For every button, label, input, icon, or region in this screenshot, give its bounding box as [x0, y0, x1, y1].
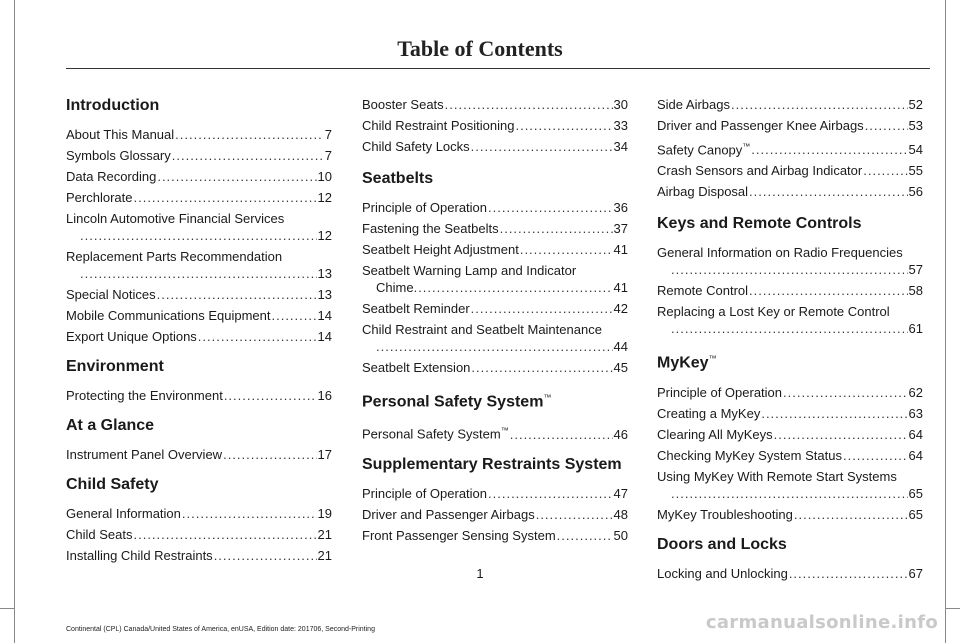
toc-entry-line	[66, 210, 332, 227]
dot-leader	[224, 387, 317, 404]
dot-leader	[414, 279, 613, 296]
toc-page-number: 41	[613, 280, 628, 295]
toc-entry-text: Special Notices	[66, 287, 156, 302]
trademark-symbol: ™	[543, 393, 552, 402]
dot-leader	[80, 265, 317, 282]
toc-entry-line	[657, 320, 923, 337]
toc-entry-title	[657, 426, 773, 443]
section-heading	[66, 475, 332, 495]
toc-entry-title	[657, 282, 748, 299]
toc-entry-title	[657, 138, 750, 158]
toc-page-number: 64	[908, 447, 923, 463]
toc-entry-title	[657, 245, 903, 260]
toc-entry-line	[362, 321, 628, 338]
toc-entry[interactable]	[657, 96, 923, 113]
toc-entry[interactable]	[362, 117, 628, 134]
toc-entry[interactable]	[362, 262, 628, 296]
toc-entry-text: Symbols Glossary	[66, 148, 171, 163]
toc-entry-text: Safety Canopy	[657, 142, 743, 158]
toc-section	[657, 349, 923, 522]
dot-leader	[182, 505, 317, 522]
toc-entry-line	[362, 262, 628, 279]
trademark-symbol: ™	[742, 142, 751, 151]
toc-entry-text: Perchlorate	[66, 190, 133, 205]
toc-entry-title	[362, 322, 602, 337]
dot-leader	[761, 405, 907, 422]
toc-entry-title	[66, 211, 284, 226]
dot-leader	[510, 426, 613, 443]
toc-page-number: 13	[317, 287, 332, 302]
toc-entry-text: Instrument Panel Overview	[66, 447, 223, 462]
toc-entry-title	[66, 307, 270, 324]
dot-leader	[749, 183, 907, 200]
toc-page-number: 45	[613, 360, 628, 375]
dot-leader	[157, 286, 317, 303]
toc-entry-text: Protecting the Environment	[66, 388, 223, 403]
toc-entry[interactable]	[66, 505, 332, 522]
toc-page-number: 7	[324, 148, 332, 163]
toc-page-number: 65	[908, 485, 923, 501]
toc-page-number: 63	[908, 405, 923, 421]
toc-entry[interactable]	[657, 426, 923, 443]
toc-entry-title	[66, 147, 171, 164]
toc-entry-title	[362, 359, 470, 376]
toc-entry[interactable]	[66, 328, 332, 345]
toc-entry[interactable]	[657, 183, 923, 200]
dot-leader	[471, 300, 613, 317]
toc-entry-title	[657, 384, 782, 401]
toc-entry-text: Fastening the Seatbelts	[362, 221, 499, 236]
toc-entry-text: Principle of Operation	[657, 384, 783, 400]
toc-entry-title	[66, 505, 181, 522]
toc-entry-continuation: Chime	[376, 280, 414, 295]
toc-page-number: 47	[613, 485, 628, 501]
toc-entry-title	[66, 526, 132, 543]
toc-page-number: 58	[908, 283, 923, 299]
toc-entry[interactable]	[362, 506, 628, 523]
toc-page-number: 55	[908, 163, 923, 179]
section-heading-text: Supplementary Restraints System	[362, 455, 622, 473]
toc-page-number: 41	[613, 242, 628, 257]
toc-entry[interactable]	[657, 162, 923, 179]
toc-entry[interactable]	[657, 405, 923, 422]
toc-section	[362, 455, 628, 544]
toc-entry-title	[657, 117, 864, 134]
section-heading	[657, 214, 923, 234]
toc-page-number: 16	[317, 388, 332, 403]
toc-entry-text: Mobile Communications Equipment	[66, 308, 271, 323]
section-heading-text: At a Glance	[66, 417, 155, 434]
dot-leader	[214, 547, 317, 564]
toc-entry-text: Airbag Disposal	[657, 184, 749, 200]
toc-entry-line	[657, 261, 923, 278]
toc-entry-title	[362, 96, 444, 113]
toc-entry-text: Data Recording	[66, 169, 157, 184]
toc-page-number: 17	[317, 447, 332, 462]
toc-entry[interactable]	[362, 300, 628, 317]
dot-leader	[557, 527, 613, 544]
section-heading-text: Child Safety	[66, 476, 159, 493]
toc-page-number: 54	[908, 142, 923, 158]
toc-entry-text: Checking MyKey System Status	[657, 447, 842, 463]
toc-entry-text: Personal Safety System	[362, 426, 501, 442]
toc-entry[interactable]	[362, 359, 628, 376]
toc-entry-title	[657, 447, 842, 464]
dot-leader	[445, 96, 613, 113]
toc-entry[interactable]	[362, 138, 628, 155]
dot-leader	[520, 241, 613, 258]
toc-entry-title	[362, 485, 487, 502]
section-heading-text: Environment	[66, 358, 164, 375]
section-heading	[66, 357, 332, 377]
toc-entry-text: Principle of Operation	[362, 200, 488, 215]
toc-page-number: 33	[613, 118, 628, 133]
toc-entry-title	[362, 263, 576, 278]
page-frame-right	[945, 0, 946, 643]
toc-entry[interactable]	[362, 321, 628, 355]
toc-page-number: 44	[613, 339, 628, 354]
toc-entry-line	[657, 468, 923, 485]
toc-entry-text: Side Airbags	[657, 97, 730, 112]
toc-page-number: 61	[908, 321, 923, 337]
toc-entry[interactable]	[657, 468, 923, 502]
toc-entry-list	[66, 505, 332, 564]
dot-leader	[157, 168, 316, 185]
toc-entry-list	[66, 387, 332, 404]
section-heading-text: MyKey	[657, 354, 709, 372]
section-heading-text: Keys and Remote Controls	[657, 215, 862, 233]
toc-entry-text: Child Restraint Positioning	[362, 118, 515, 133]
toc-entry-text: Child Seats	[66, 527, 133, 542]
toc-entry[interactable]	[66, 147, 332, 164]
toc-entry-title	[362, 527, 556, 544]
toc-section	[66, 357, 332, 404]
toc-entry-list	[66, 446, 332, 463]
toc-page-number: 13	[317, 266, 332, 281]
toc-section	[657, 214, 923, 337]
dot-leader	[731, 96, 908, 113]
toc-entry-title	[657, 506, 793, 523]
toc-entry[interactable]	[66, 387, 332, 404]
dot-leader	[863, 162, 907, 179]
dot-leader	[488, 199, 613, 216]
toc-entry-title	[657, 183, 748, 200]
toc-section	[362, 96, 628, 155]
toc-entry-title	[657, 469, 897, 484]
dot-leader	[751, 141, 907, 158]
dot-leader	[80, 227, 317, 244]
toc-entry-title	[362, 422, 509, 442]
toc-page-number: 21	[317, 527, 332, 542]
toc-entry-title	[66, 286, 156, 303]
dot-leader	[376, 338, 613, 355]
toc-entry[interactable]	[657, 117, 923, 134]
section-heading	[362, 388, 628, 412]
dot-leader	[794, 506, 908, 523]
toc-page-number: 10	[317, 169, 332, 184]
toc-section	[657, 96, 923, 200]
toc-page-number: 65	[908, 506, 923, 522]
toc-entry-title	[66, 126, 174, 143]
page-title: Table of Contents	[397, 36, 563, 61]
toc-entry[interactable]	[66, 547, 332, 564]
page-frame-corner-right	[946, 608, 960, 609]
toc-page-number: 21	[317, 548, 332, 563]
dot-leader	[471, 359, 612, 376]
toc-column-1	[66, 96, 332, 576]
trademark-symbol: ™	[708, 354, 717, 364]
toc-page-number: 7	[324, 127, 332, 142]
toc-entry-list	[362, 96, 628, 155]
toc-entry-line	[657, 485, 923, 502]
toc-entry[interactable]	[66, 286, 332, 303]
toc-entry-text: Seatbelt Reminder	[362, 301, 470, 316]
section-heading	[362, 455, 628, 475]
toc-entry-text: Creating a MyKey	[657, 405, 761, 421]
toc-entry-line	[66, 248, 332, 265]
toc-entry-title	[362, 199, 487, 216]
toc-entry-title	[362, 138, 470, 155]
toc-page-number: 12	[317, 228, 332, 243]
section-heading	[66, 96, 332, 116]
toc-entry-title	[362, 220, 499, 237]
toc-entry[interactable]	[362, 485, 628, 502]
dot-leader	[271, 307, 316, 324]
dot-leader	[175, 126, 324, 143]
toc-entry-title	[657, 304, 890, 319]
toc-entry[interactable]	[362, 241, 628, 258]
dot-leader	[749, 282, 907, 299]
toc-page-number: 62	[908, 384, 923, 400]
dot-leader	[843, 447, 908, 464]
toc-section	[66, 416, 332, 463]
toc-entry-title	[362, 241, 519, 258]
section-heading-text: Personal Safety System	[362, 393, 544, 411]
toc-entry-list	[657, 384, 923, 523]
toc-entry[interactable]	[362, 422, 628, 442]
toc-page-number: 34	[613, 139, 628, 154]
dot-leader	[783, 384, 908, 401]
toc-page-number: 48	[613, 506, 628, 522]
trademark-symbol: ™	[500, 426, 509, 436]
toc-entry-list	[657, 244, 923, 337]
toc-entry-title	[657, 162, 862, 179]
toc-entry-text: Booster Seats	[362, 97, 444, 112]
toc-entry[interactable]	[66, 526, 332, 543]
toc-entry-text: Clearing All MyKeys	[657, 426, 773, 442]
toc-entry-list	[362, 485, 628, 544]
toc-entry[interactable]	[362, 199, 628, 216]
edition-footer: Continental (CPL) Canada/United States of America, enUSA, Edition date: 201706, Second-Printing	[66, 626, 375, 633]
toc-entry-line	[657, 244, 923, 261]
toc-page-number: 14	[317, 329, 332, 344]
dot-leader	[671, 261, 908, 278]
page-frame-corner-left	[0, 608, 14, 609]
toc-entry-title	[66, 446, 222, 463]
dot-leader	[488, 485, 613, 502]
toc-column-3	[657, 96, 923, 594]
dot-leader	[774, 426, 908, 443]
section-heading	[657, 349, 923, 373]
toc-page-number: 14	[317, 308, 332, 323]
toc-entry-line	[362, 279, 628, 296]
toc-entry-line	[66, 265, 332, 282]
toc-entry-text: Child Safety Locks	[362, 139, 470, 154]
toc-page-number: 56	[908, 184, 923, 200]
toc-entry[interactable]	[657, 506, 923, 523]
toc-entry-text: Crash Sensors and Airbag Indicator	[657, 163, 863, 179]
toc-entry-text: Seatbelt Extension	[362, 360, 471, 375]
toc-entry-text: Lincoln Automotive Financial Services	[66, 211, 285, 226]
toc-section	[66, 96, 332, 345]
dot-leader	[536, 506, 613, 523]
watermark-logo: carmanualsonline.info	[705, 612, 938, 633]
toc-entry-title	[66, 547, 213, 564]
toc-entry-list	[362, 422, 628, 442]
toc-entry-text: MyKey Troubleshooting	[657, 506, 793, 522]
dot-leader	[515, 117, 612, 134]
toc-entry-list	[362, 199, 628, 376]
toc-page-number: 57	[908, 262, 923, 278]
dot-leader	[223, 446, 316, 463]
toc-entry-text: Seatbelt Height Adjustment	[362, 242, 519, 257]
section-heading-text: Doors and Locks	[657, 535, 787, 553]
toc-entry[interactable]	[362, 220, 628, 237]
toc-section	[362, 169, 628, 376]
dot-leader	[865, 117, 908, 134]
toc-page-number: 36	[613, 200, 628, 215]
toc-entry-title	[657, 96, 730, 113]
section-heading-text: Introduction	[66, 97, 160, 114]
dot-leader	[671, 320, 908, 337]
dot-leader	[172, 147, 324, 164]
section-heading	[657, 535, 923, 555]
toc-page-number: 53	[908, 118, 923, 133]
toc-entry-title	[657, 405, 760, 422]
toc-entry-line	[657, 303, 923, 320]
toc-page-number: 37	[613, 221, 628, 236]
toc-entry[interactable]	[66, 307, 332, 324]
toc-entry-text: General Information	[66, 506, 181, 521]
toc-entry[interactable]	[66, 168, 332, 185]
toc-entry[interactable]	[66, 126, 332, 143]
toc-entry-title	[66, 387, 223, 404]
toc-page-number: 19	[317, 506, 332, 521]
toc-page-number: 30	[613, 97, 628, 112]
page-frame-left	[14, 0, 15, 643]
toc-entry-title	[66, 328, 197, 345]
toc-entry-list	[66, 126, 332, 345]
toc-entry-list	[657, 96, 923, 200]
toc-entry-text: Remote Control	[657, 283, 749, 299]
toc-entry[interactable]	[657, 303, 923, 337]
toc-entry-text: Driver and Passenger Knee Airbags	[657, 118, 864, 133]
toc-entry-title	[362, 117, 514, 134]
toc-entry[interactable]	[66, 189, 332, 206]
toc-entry[interactable]	[66, 446, 332, 463]
toc-page-number: 52	[908, 97, 923, 112]
toc-entry[interactable]	[362, 527, 628, 544]
toc-entry-text: Replacement Parts Recommendation	[66, 249, 283, 264]
toc-entry-text: Installing Child Restraints	[66, 548, 213, 563]
toc-entry-text: Export Unique Options	[66, 329, 197, 344]
toc-entry-title	[66, 249, 282, 264]
toc-page-number: 50	[613, 527, 628, 543]
toc-entry-text: General Information on Radio Frequencies	[657, 245, 903, 261]
toc-entry[interactable]	[657, 282, 923, 299]
page-number: 1	[476, 566, 484, 581]
toc-section	[66, 475, 332, 564]
dot-leader	[133, 189, 316, 206]
section-heading-text: Seatbelts	[362, 170, 434, 187]
toc-entry[interactable]	[657, 138, 923, 158]
toc-entry[interactable]	[362, 96, 628, 113]
toc-entry[interactable]	[66, 210, 332, 244]
toc-entry-text: Seatbelt Warning Lamp and Indicator	[362, 263, 577, 278]
toc-page-number: 67	[908, 565, 923, 581]
toc-entry-line	[362, 338, 628, 355]
toc-entry-title	[66, 189, 132, 206]
dot-leader	[198, 328, 317, 345]
toc-entry-text: Locking and Unlocking	[657, 565, 788, 581]
section-heading	[66, 416, 332, 436]
toc-section	[362, 388, 628, 443]
toc-entry[interactable]	[657, 447, 923, 464]
toc-entry[interactable]	[657, 244, 923, 278]
toc-entry[interactable]	[66, 248, 332, 282]
toc-page-number: 64	[908, 426, 923, 442]
toc-entry-text: Driver and Passenger Airbags	[362, 506, 535, 522]
toc-entry-title	[362, 506, 535, 523]
toc-page-number: 12	[317, 190, 332, 205]
toc-entry-text: Child Restraint and Seatbelt Maintenance	[362, 322, 602, 337]
dot-leader	[500, 220, 613, 237]
section-heading	[362, 169, 628, 189]
dot-leader	[671, 485, 908, 502]
dot-leader	[471, 138, 613, 155]
toc-page-number: 42	[613, 301, 628, 316]
header-divider	[66, 68, 930, 69]
toc-entry-text: Principle of Operation	[362, 485, 488, 501]
toc-entry[interactable]	[657, 384, 923, 401]
dot-leader	[133, 526, 316, 543]
toc-entry-text: Front Passenger Sensing System	[362, 527, 556, 543]
toc-page-number: 46	[613, 426, 628, 442]
toc-entry-line	[66, 227, 332, 244]
toc-column-2	[362, 96, 628, 556]
toc-entry-title	[66, 168, 156, 185]
toc-entry-text: About This Manual	[66, 127, 175, 142]
toc-entry-title	[362, 300, 470, 317]
toc-entry-text: Using MyKey With Remote Start Systems	[657, 468, 897, 484]
toc-entry-text: Replacing a Lost Key or Remote Control	[657, 304, 890, 320]
